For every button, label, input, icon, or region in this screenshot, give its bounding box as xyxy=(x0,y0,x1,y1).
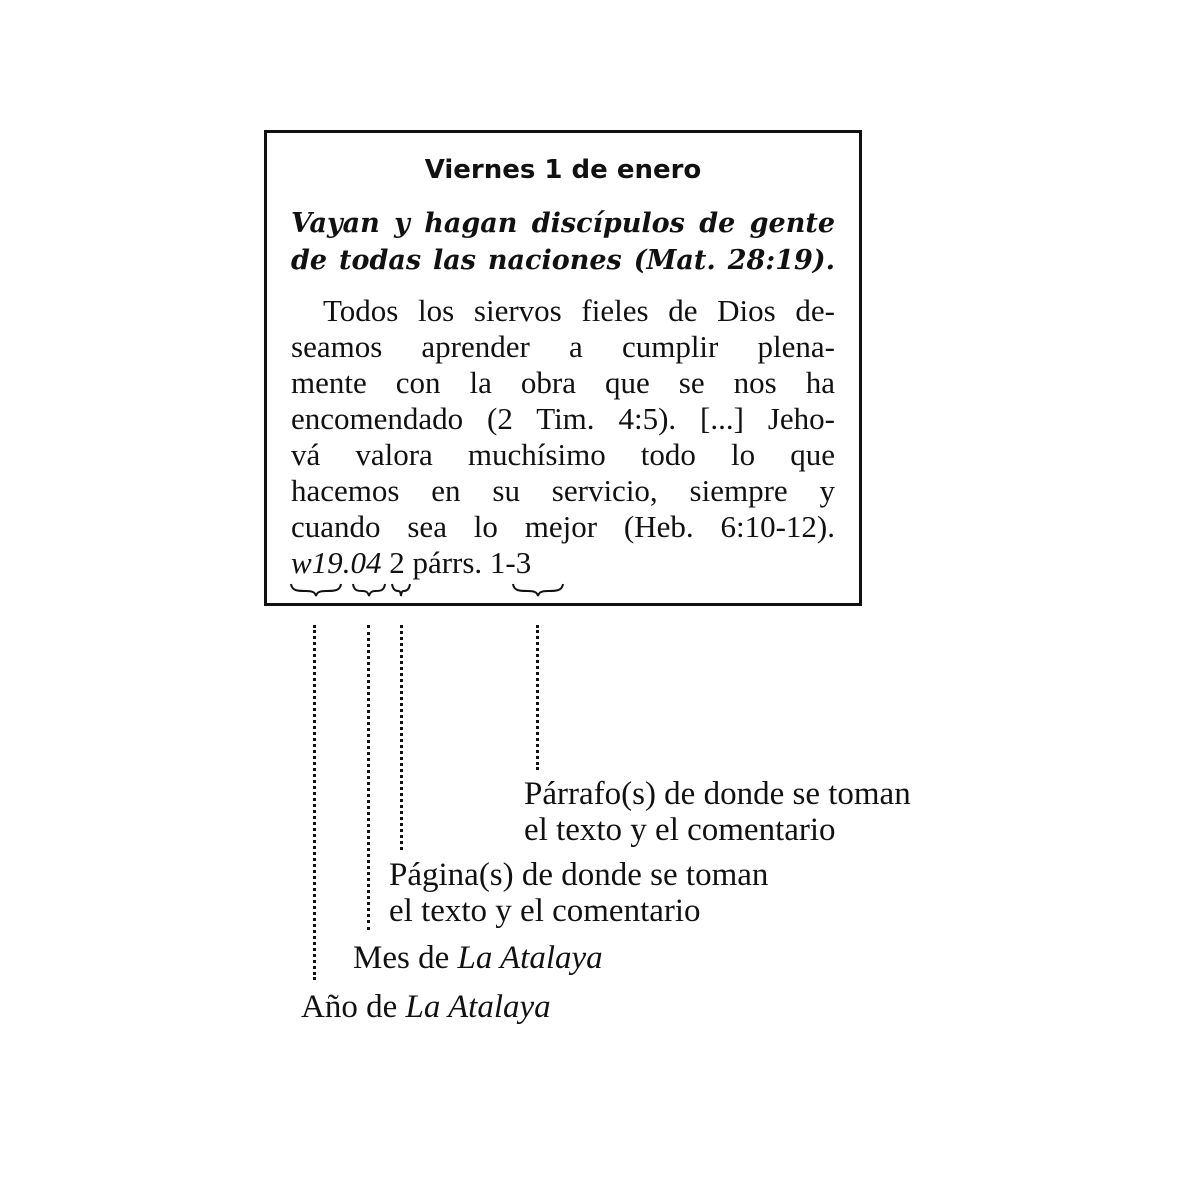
paragraphs-brace-icon xyxy=(512,582,564,598)
verse-line: Vayan y hagan discípulos de gente xyxy=(291,208,835,239)
reference-month: .04 xyxy=(342,545,382,580)
comment-line: vá valora muchísimo todo lo que xyxy=(291,437,835,472)
page-leader-line xyxy=(400,625,403,850)
year-label-prefix: Año de xyxy=(301,989,398,1025)
date-heading: Viernes 1 de enero xyxy=(424,155,702,185)
verse-line: de todas las naciones (Mat. 28:19). xyxy=(291,245,835,276)
year-label xyxy=(301,989,551,1025)
comment-line: cuando sea lo mejor (Heb. 6:10-12). xyxy=(291,509,835,544)
comment-line: mente con la obra que se nos ha xyxy=(291,365,835,400)
month-leader-line xyxy=(367,625,370,930)
paragraphs-label-line: el texto y el comentario xyxy=(524,812,836,848)
year-label-publication: La Atalaya xyxy=(405,989,551,1025)
year-leader-line xyxy=(313,625,316,980)
comment-line: encomendado (2 Tim. 4:5). [...] Jeho- xyxy=(291,401,835,436)
month-label xyxy=(353,940,603,976)
month-label-publication: La Atalaya xyxy=(457,940,603,976)
month-brace-icon xyxy=(352,582,386,598)
paragraphs-leader-line xyxy=(536,625,539,770)
month-label-prefix: Mes de xyxy=(353,940,450,976)
comment-line: seamos aprender a cumplir plena- xyxy=(291,329,835,364)
pages-label xyxy=(389,857,768,929)
comment-body xyxy=(291,293,835,581)
reference-page: 2 xyxy=(389,545,405,580)
pages-label-line: el texto y el comentario xyxy=(389,893,701,929)
reference-year: w19 xyxy=(291,545,343,580)
comment-line: hacemos en su servicio, siempre y xyxy=(291,473,835,508)
reference-paragraphs-label: párrs. xyxy=(412,545,483,580)
paragraphs-label xyxy=(524,776,911,848)
comment-line: Todos los siervos fieles de Dios de- xyxy=(323,293,835,328)
daily-text-card xyxy=(264,130,862,606)
source-reference xyxy=(291,545,835,581)
paragraphs-label-line: Párrafo(s) de donde se toman xyxy=(524,776,911,812)
page-brace-icon xyxy=(391,582,411,598)
pages-label-line: Página(s) de donde se toman xyxy=(389,857,769,893)
theme-verse xyxy=(291,205,835,279)
reference-paragraphs: 1-3 xyxy=(489,545,532,580)
year-brace-icon xyxy=(290,582,342,598)
